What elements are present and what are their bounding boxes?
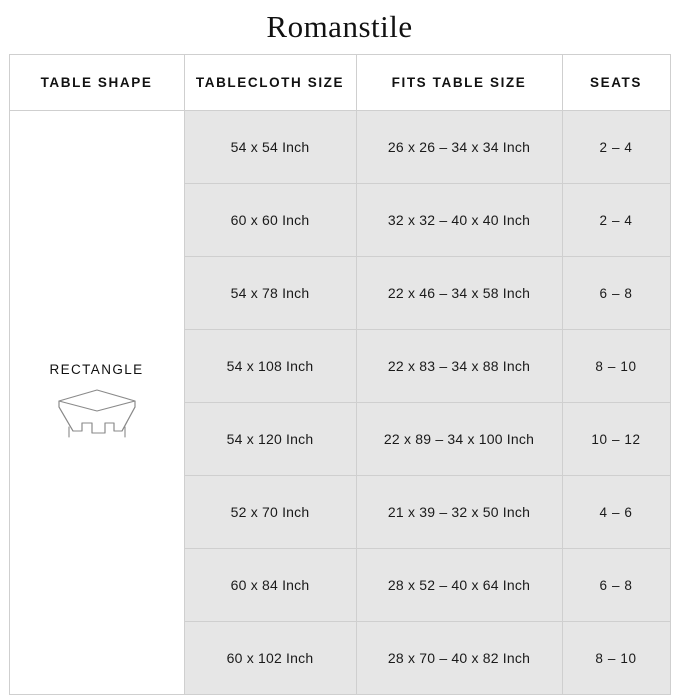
table-header-row (9, 55, 670, 111)
cell-fits-table-size: 22 x 83 – 34 x 88 Inch (356, 330, 562, 403)
table-row (9, 111, 670, 184)
shape-cell-rectangle (9, 111, 184, 695)
cell-tablecloth-size: 60 x 102 Inch (184, 622, 356, 695)
column-header-table-shape: TABLE SHAPE (9, 55, 184, 111)
cell-seats: 10 – 12 (562, 403, 670, 476)
cell-seats: 8 – 10 (562, 330, 670, 403)
cell-seats: 2 – 4 (562, 184, 670, 257)
cell-fits-table-size: 32 x 32 – 40 x 40 Inch (356, 184, 562, 257)
cell-fits-table-size: 26 x 26 – 34 x 34 Inch (356, 111, 562, 184)
cell-tablecloth-size: 52 x 70 Inch (184, 476, 356, 549)
cell-seats: 4 – 6 (562, 476, 670, 549)
cell-tablecloth-size: 54 x 108 Inch (184, 330, 356, 403)
column-header-fits-table-size: FITS TABLE SIZE (356, 55, 562, 111)
cell-seats: 8 – 10 (562, 622, 670, 695)
cell-tablecloth-size: 54 x 78 Inch (184, 257, 356, 330)
brand-name: Romanstile (266, 9, 413, 44)
cell-fits-table-size: 28 x 52 – 40 x 64 Inch (356, 549, 562, 622)
cell-tablecloth-size: 54 x 120 Inch (184, 403, 356, 476)
shape-label: RECTANGLE (49, 362, 144, 377)
rectangle-tablecloth-icon (45, 387, 149, 443)
cell-fits-table-size: 22 x 89 – 34 x 100 Inch (356, 403, 562, 476)
cell-seats: 2 – 4 (562, 111, 670, 184)
cell-fits-table-size: 28 x 70 – 40 x 82 Inch (356, 622, 562, 695)
brand-title (0, 0, 679, 54)
size-chart-table (9, 54, 671, 695)
cell-seats: 6 – 8 (562, 257, 670, 330)
cell-tablecloth-size: 60 x 60 Inch (184, 184, 356, 257)
column-header-seats: SEATS (562, 55, 670, 111)
cell-fits-table-size: 21 x 39 – 32 x 50 Inch (356, 476, 562, 549)
column-header-tablecloth-size: TABLECLOTH SIZE (184, 55, 356, 111)
cell-seats: 6 – 8 (562, 549, 670, 622)
cell-tablecloth-size: 54 x 54 Inch (184, 111, 356, 184)
cell-fits-table-size: 22 x 46 – 34 x 58 Inch (356, 257, 562, 330)
cell-tablecloth-size: 60 x 84 Inch (184, 549, 356, 622)
